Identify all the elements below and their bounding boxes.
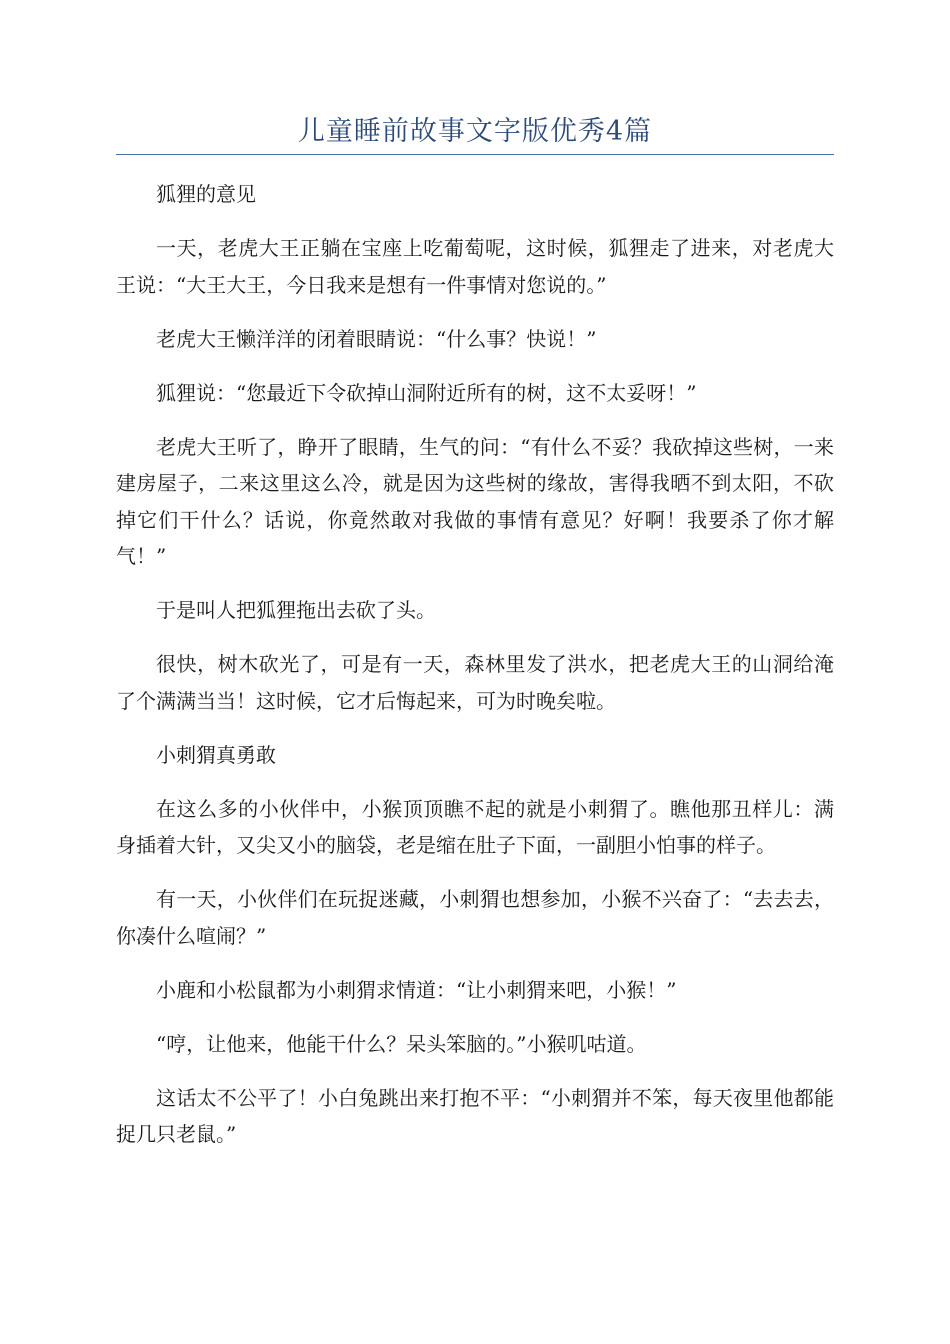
document-body <box>116 176 834 1170</box>
section-heading-hedgehog: 小刺猬真勇敢 <box>156 742 276 767</box>
title-underline <box>116 154 834 155</box>
paragraph: 老虎大王懒洋洋的闭着眼睛说：“什么事？快说！” <box>156 326 597 351</box>
document-title: 儿童睡前故事文字版优秀4篇 <box>297 116 653 147</box>
paragraph: “哼，让他来，他能干什么？呆头笨脑的。”小猴叽咕道。 <box>156 1031 647 1056</box>
section-heading-fox: 狐狸的意见 <box>156 182 256 206</box>
paragraph: 于是叫人把狐狸拖出去砍了头。 <box>156 598 436 622</box>
paragraph: 老虎大王听了，睁开了眼睛，生气的问：“有什么不妥？我砍掉这些树，一来建房屋子，二来这里这么冷，就是因为这些树的缘故，害得我晒不到太阳，不砍掉它们干什么？话说，你竟然敢对我做的事情有意见？好啊！我要杀了你才解气！” <box>116 434 834 568</box>
paragraph: 小鹿和小松鼠都为小刺猬求情道：“让小刺猬来吧，小猴！” <box>156 977 677 1002</box>
paragraph: 很快，树木砍光了，可是有一天，森林里发了洪水，把老虎大王的山洞给淹了个满满当当！这时候，它才后悔起来，可为时晚矣啦。 <box>116 652 834 713</box>
paragraph: 一天，老虎大王正躺在宝座上吃葡萄呢，这时候，狐狸走了进来，对老虎大王说：“大王大王，今日我来是想有一件事情对您说的。” <box>116 236 834 297</box>
paragraph: 在这么多的小伙伴中，小猴顶顶瞧不起的就是小刺猬了。瞧他那丑样儿：满身插着大针，又尖又小的脑袋，老是缩在肚子下面，一副胆小怕事的样子。 <box>116 796 834 857</box>
paragraph: 这话太不公平了！小白兔跳出来打抱不平：“小刺猬并不笨，每天夜里他都能捉几只老鼠。” <box>116 1085 834 1146</box>
paragraph: 狐狸说：“您最近下令砍掉山洞附近所有的树，这不太妥呀！” <box>156 380 697 405</box>
paragraph: 有一天，小伙伴们在玩捉迷藏，小刺猬也想参加，小猴不兴奋了：“去去去，你凑什么喧闹？” <box>116 887 834 948</box>
